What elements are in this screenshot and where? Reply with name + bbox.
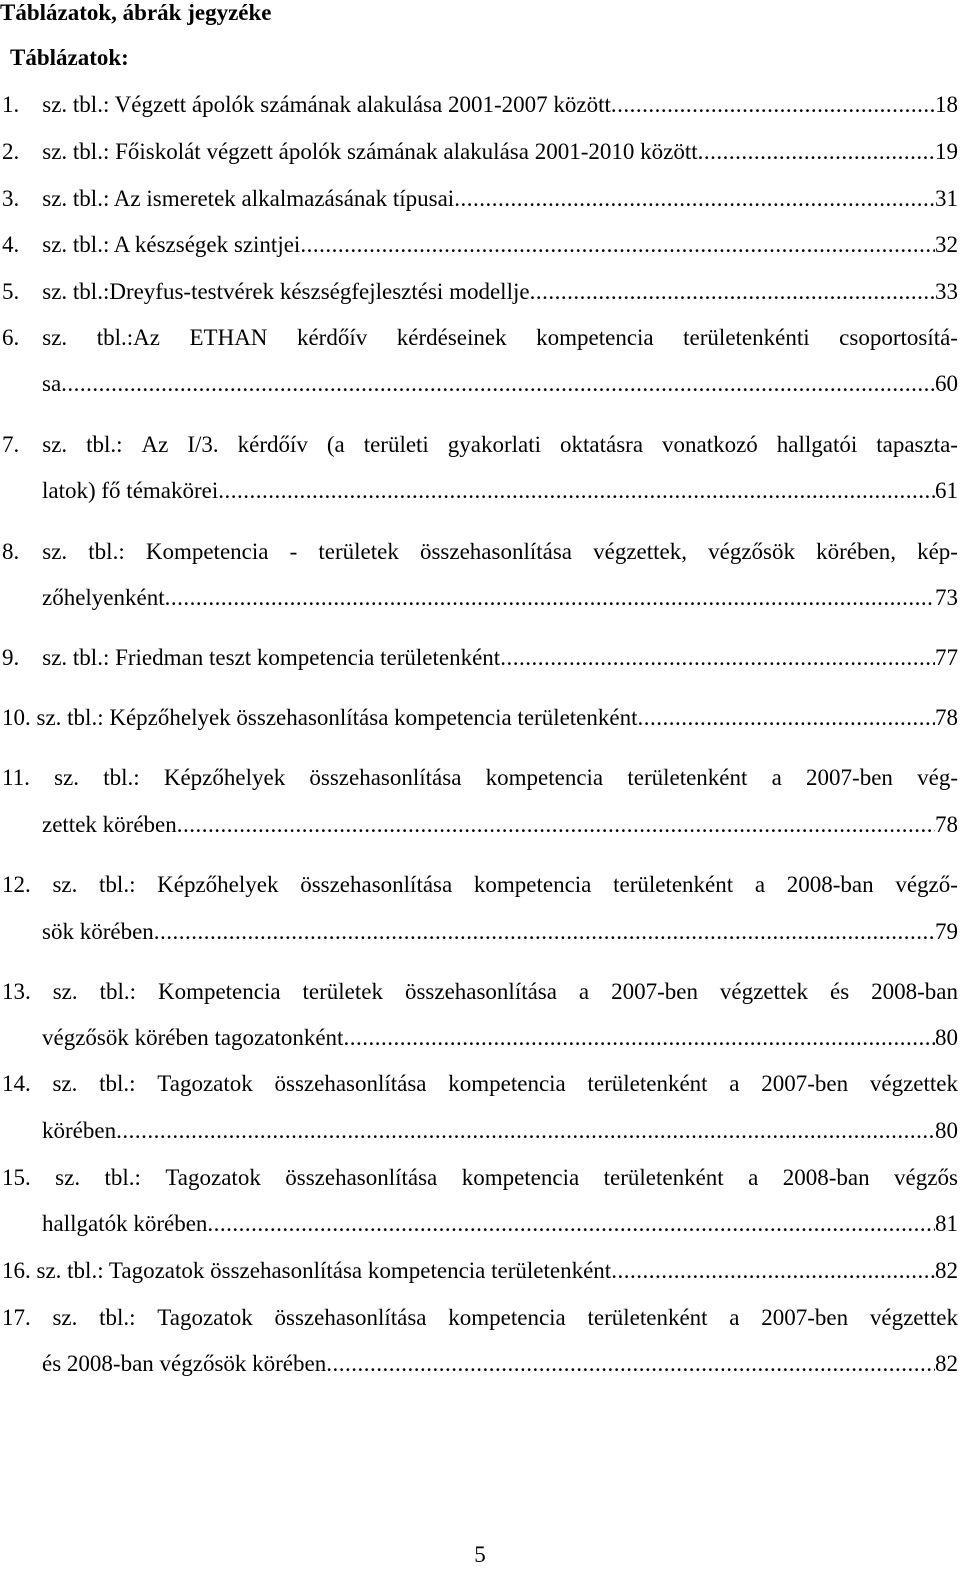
- toc-entry-text: körében: [42, 1118, 117, 1143]
- toc-word: kérdéseinek: [396, 325, 507, 350]
- toc-entry-line: [2, 1256, 958, 1286]
- toc-word: tbl.:: [104, 1165, 141, 1190]
- toc-word: 2007-ben: [761, 1071, 849, 1096]
- toc-entry-page: 19: [935, 139, 958, 164]
- toc-entry-page: 80: [935, 1025, 958, 1050]
- toc-word: sz.: [52, 979, 78, 1004]
- toc-entry-text: [2, 537, 958, 567]
- toc-word: hallgatói: [776, 432, 858, 457]
- toc-entry-text: latok) fő témakörei: [42, 478, 219, 503]
- toc-entry-text: 5. sz. tbl.:Dreyfus-testvérek készségfejlesztési modellje: [2, 279, 530, 304]
- toc-entry-page: 81: [935, 1211, 958, 1236]
- toc-word: oktatásra: [560, 432, 644, 457]
- dot-leader: [207, 1209, 935, 1239]
- toc-word: 2008-ban: [871, 979, 958, 1004]
- toc-entry-line: [42, 1116, 958, 1146]
- toc-entry-line: [2, 184, 958, 214]
- toc-entry-line: [2, 90, 958, 120]
- toc-word: tbl.:: [86, 432, 123, 457]
- toc-word: 17.: [2, 1305, 31, 1330]
- list-of-tables-and-figures-heading: Táblázatok, ábrák jegyzéke: [0, 0, 272, 25]
- dot-leader: [300, 230, 935, 260]
- toc-entry-page: 79: [935, 919, 958, 944]
- dot-leader: [530, 277, 935, 307]
- toc-entry-text: sök körében: [42, 919, 154, 944]
- toc-entry-line: [2, 703, 958, 733]
- toc-entry-line: [42, 1023, 958, 1053]
- toc-word: területenként: [587, 1071, 708, 1096]
- toc-word: 13.: [2, 979, 31, 1004]
- toc-entry-text: 1. sz. tbl.: Végzett ápolók számának alakulása 2001-2007 között: [2, 92, 611, 117]
- toc-entry-text: sa: [42, 371, 62, 396]
- tables-subheading: Táblázatok:: [10, 45, 129, 70]
- toc-word: Kompetencia: [145, 539, 269, 564]
- toc-word: csoportosítá-: [839, 325, 958, 350]
- toc-entry-text: végzősök körében tagozatonként: [42, 1025, 344, 1050]
- toc-entry-text: 10. sz. tbl.: Képzőhelyek összehasonlítása kompetencia területenként: [2, 705, 638, 730]
- toc-word: Tagozatok: [157, 1305, 253, 1330]
- toc-entry-line: [2, 1303, 958, 1333]
- toc-word: területenkénti: [683, 325, 810, 350]
- toc-word: összehasonlítása: [274, 1305, 427, 1330]
- toc-word: 2008-ban: [782, 1165, 870, 1190]
- toc-entry-line: [42, 369, 958, 399]
- toc-entry-text: 2. sz. tbl.: Főiskolát végzett ápolók számának alakulása 2001-2010 között: [2, 139, 698, 164]
- toc-word: sz.: [52, 1305, 78, 1330]
- toc-word: Az: [141, 432, 169, 457]
- toc-word: összehasonlítása: [274, 1071, 427, 1096]
- page-number: 5: [474, 1542, 486, 1567]
- toc-word: kompetencia: [536, 325, 654, 350]
- toc-word: 6. sz.: [2, 325, 68, 350]
- toc-word: Képzőhelyek: [157, 872, 279, 897]
- toc-word: tbl.:: [103, 765, 140, 790]
- toc-word: Képzőhelyek: [163, 765, 286, 790]
- toc-entry-page: 73: [935, 585, 958, 610]
- toc-entry-text: [2, 763, 958, 793]
- toc-word: kérdőív: [296, 325, 368, 350]
- toc-word: ETHAN: [189, 325, 268, 350]
- toc-entry-text: 3. sz. tbl.: Az ismeretek alkalmazásának típusai: [2, 186, 455, 211]
- toc-word: területenként: [627, 765, 748, 790]
- toc-entry-page: 82: [935, 1258, 958, 1283]
- toc-entry-page: 31: [935, 186, 958, 211]
- toc-word: 2007-ben: [806, 765, 893, 790]
- toc-word: 11.: [2, 765, 30, 790]
- toc-entry-page: 60: [935, 371, 958, 396]
- toc-entry-line: [2, 1163, 958, 1193]
- toc-entry-line: [2, 643, 958, 673]
- toc-word: kép-: [917, 539, 958, 564]
- toc-entry-line: [2, 230, 958, 260]
- toc-word: Tagozatok: [165, 1165, 261, 1190]
- toc-entry-page: 82: [935, 1351, 958, 1376]
- toc-word: kérdőív: [237, 432, 308, 457]
- toc-word: végzős: [894, 1165, 958, 1190]
- toc-entry-page: 78: [935, 812, 958, 837]
- toc-entry-text: [2, 1069, 958, 1099]
- dot-leader: [500, 643, 935, 673]
- toc-word: összehasonlítása: [285, 1165, 438, 1190]
- toc-word: sz.: [55, 1165, 81, 1190]
- toc-word: végzettek: [719, 979, 809, 1004]
- toc-word: tbl.:: [99, 1305, 136, 1330]
- toc-entry-text: [2, 323, 958, 353]
- toc-entry-line: [42, 583, 958, 613]
- toc-word: kompetencia: [473, 872, 592, 897]
- toc-word: sz.: [52, 872, 78, 897]
- toc-word: és: [830, 979, 850, 1004]
- toc-entry-page: 77: [935, 645, 958, 670]
- toc-entry-text: zettek körében: [42, 812, 177, 837]
- toc-word: végző-: [895, 872, 958, 897]
- toc-word: összehasonlítása: [419, 539, 572, 564]
- dot-leader: [177, 810, 935, 840]
- toc-word: vég-: [917, 765, 958, 790]
- toc-word: összehasonlítása: [300, 872, 453, 897]
- toc-entry-line: [2, 1069, 958, 1099]
- toc-entry-line: [42, 1209, 958, 1239]
- toc-word: területenként: [603, 1165, 724, 1190]
- toc-word: végzősök: [708, 539, 795, 564]
- toc-word: a: [754, 872, 766, 897]
- dot-leader: [326, 1349, 935, 1379]
- toc-word: végzettek: [869, 1071, 958, 1096]
- toc-word: 15.: [2, 1165, 31, 1190]
- toc-entry-text: [2, 1163, 958, 1193]
- toc-word: területek: [318, 539, 399, 564]
- toc-word: a: [729, 1071, 740, 1096]
- toc-word: a: [729, 1305, 740, 1330]
- toc-entry-page: 32: [935, 232, 958, 257]
- toc-entry-page: 80: [935, 1118, 958, 1143]
- toc-entry-text: hallgatók körében: [42, 1211, 208, 1236]
- dot-leader: [61, 369, 935, 399]
- dot-leader: [611, 90, 935, 120]
- toc-entry-text: zőhelyenként: [42, 585, 165, 610]
- toc-word: 14.: [2, 1071, 31, 1096]
- dot-leader: [611, 1256, 935, 1286]
- toc-word: sz.: [54, 765, 80, 790]
- toc-entry-text: 16. sz. tbl.: Tagozatok összehasonlítása kompetencia területenként: [2, 1258, 612, 1283]
- toc-entry-line: [42, 1349, 958, 1379]
- toc-entry-text: [2, 1303, 958, 1333]
- toc-word: kompetencia: [448, 1305, 566, 1330]
- toc-word: vonatkozó: [662, 432, 758, 457]
- toc-entry-page: 33: [935, 279, 958, 304]
- dot-leader: [218, 476, 935, 506]
- toc-word: 7. sz.: [2, 432, 68, 457]
- toc-word: Kompetencia: [157, 979, 281, 1004]
- toc-word: sz.: [52, 1071, 78, 1096]
- dot-leader: [154, 917, 935, 947]
- toc-entry-text: és 2008-ban végzősök körében: [42, 1351, 327, 1376]
- toc-word: területek: [302, 979, 383, 1004]
- toc-word: tbl.:: [88, 539, 125, 564]
- toc-word: I/3.: [187, 432, 219, 457]
- toc-word: tapaszta-: [876, 432, 958, 457]
- toc-word: tbl.:: [99, 979, 136, 1004]
- dot-leader: [638, 703, 936, 733]
- toc-entry-line: [2, 977, 958, 1007]
- toc-word: területi: [363, 432, 429, 457]
- toc-entry-page: 78: [935, 705, 958, 730]
- toc-word: összehasonlítása: [309, 765, 462, 790]
- toc-word: végzettek,: [593, 539, 687, 564]
- toc-entry-line: [42, 917, 958, 947]
- toc-entry-line: [2, 323, 958, 353]
- toc-entry-line: [2, 870, 958, 900]
- toc-word: Tagozatok: [157, 1071, 253, 1096]
- toc-word: 2007-ben: [611, 979, 698, 1004]
- toc-word: 8. sz.: [2, 539, 68, 564]
- toc-word: (a: [326, 432, 345, 457]
- toc-word: 2007-ben: [761, 1305, 849, 1330]
- dot-leader: [454, 184, 935, 214]
- toc-word: összehasonlítása: [404, 979, 557, 1004]
- toc-entry-line: [2, 763, 958, 793]
- toc-word: 12.: [2, 872, 31, 897]
- toc-entry-line: [2, 537, 958, 567]
- toc-entry-text: [2, 870, 958, 900]
- dot-leader: [698, 137, 935, 167]
- toc-word: gyakorlati: [447, 432, 542, 457]
- dot-leader: [165, 583, 935, 613]
- toc-word: tbl.:Az: [96, 325, 160, 350]
- toc-entry-line: [42, 476, 958, 506]
- toc-word: kompetencia: [485, 765, 604, 790]
- toc-entry-text: 4. sz. tbl.: A készségek szintjei: [2, 232, 301, 257]
- toc-word: körében,: [816, 539, 896, 564]
- toc-word: a: [578, 979, 590, 1004]
- toc-word: tbl.:: [99, 1071, 136, 1096]
- toc-word: területenként: [613, 872, 734, 897]
- toc-word: végzettek: [869, 1305, 958, 1330]
- toc-entry-line: [42, 810, 958, 840]
- toc-entry-page: 18: [935, 92, 958, 117]
- toc-word: területenként: [587, 1305, 708, 1330]
- toc-entry-line: [2, 430, 958, 460]
- toc-entry-text: [2, 977, 958, 1007]
- toc-entry-line: [2, 277, 958, 307]
- toc-entry-page: 61: [935, 478, 958, 503]
- toc-entry-line: [2, 137, 958, 167]
- toc-word: kompetencia: [448, 1071, 566, 1096]
- dot-leader: [116, 1116, 935, 1146]
- toc-word: kompetencia: [461, 1165, 580, 1190]
- toc-word: -: [289, 539, 298, 564]
- toc-word: tbl.:: [99, 872, 136, 897]
- toc-entry-text: 9. sz. tbl.: Friedman teszt kompetencia területenként: [2, 645, 501, 670]
- toc-word: a: [748, 1165, 759, 1190]
- toc-entry-text: [2, 430, 958, 460]
- toc-word: a: [771, 765, 782, 790]
- toc-word: 2008-ban: [786, 872, 874, 897]
- dot-leader: [343, 1023, 935, 1053]
